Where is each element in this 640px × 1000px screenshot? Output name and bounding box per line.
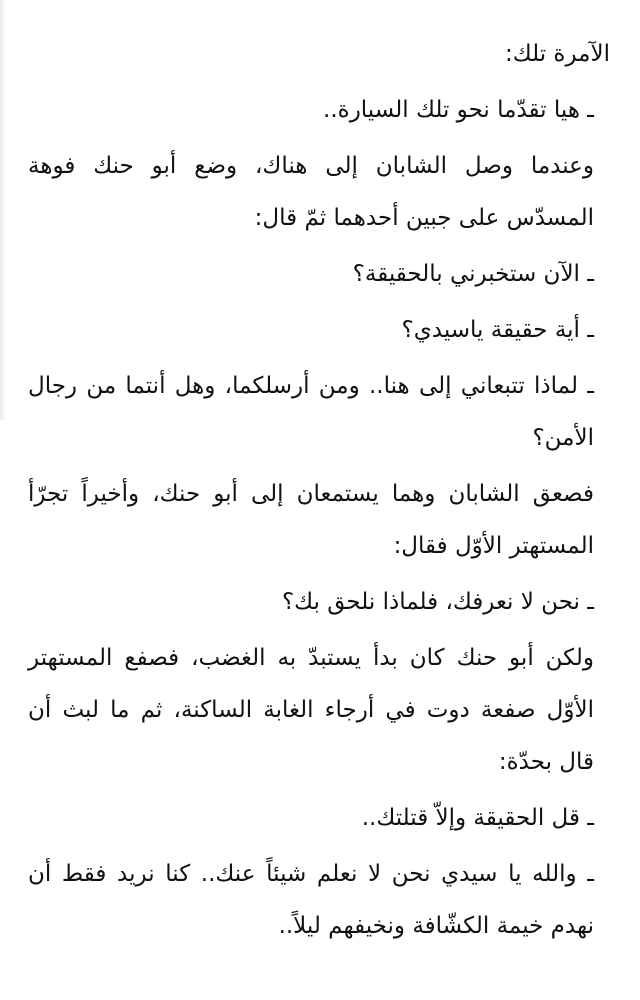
dialogue-line: ـ أية حقيقة ياسيدي؟ xyxy=(401,317,594,343)
dialogue-line: ـ والله يا سيدي نحن لا نعلم شيئاً عنك.. كنا نريد فقط أن نهدم خيمة الكشّافة ونخيفهم ليلاً.. xyxy=(28,861,594,939)
dialogue-line: ـ لماذا تتبعاني إلى هنا.. ومن أرسلكما، وهل أنتما من رجال الأمن؟ xyxy=(28,373,594,451)
narration-paragraph: ولكن أبو حنك كان بدأ يستبدّ به الغضب، فصفع المستهتر الأوّل صفعة دوت في أرجاء الغابة الساكنة، ثم ما لبث أن قال بحدّة: xyxy=(28,645,594,775)
narration-paragraph: فصعق الشابان وهما يستمعان إلى أبو حنك، وأخيراً تجرّأ المستهتر الأوّل فقال: xyxy=(28,481,594,559)
narration-paragraph: الآمرة تلك: xyxy=(504,41,610,67)
page-edge-shadow xyxy=(0,0,6,420)
narration-paragraph: وعندما وصل الشابان إلى هناك، وضع أبو حنك فوهة المسدّس على جبين أحدهما ثمّ قال: xyxy=(28,153,594,231)
dialogue-line: ـ هيا تقدّما نحو تلك السيارة.. xyxy=(323,97,594,123)
book-page xyxy=(28,28,610,952)
dialogue-line: ـ الآن ستخبرني بالحقيقة؟ xyxy=(352,261,594,287)
dialogue-line: ـ قل الحقيقة وإلاّ قتلتك.. xyxy=(361,805,594,831)
dialogue-line: ـ نحن لا نعرفك، فلماذا نلحق بك؟ xyxy=(281,589,594,615)
